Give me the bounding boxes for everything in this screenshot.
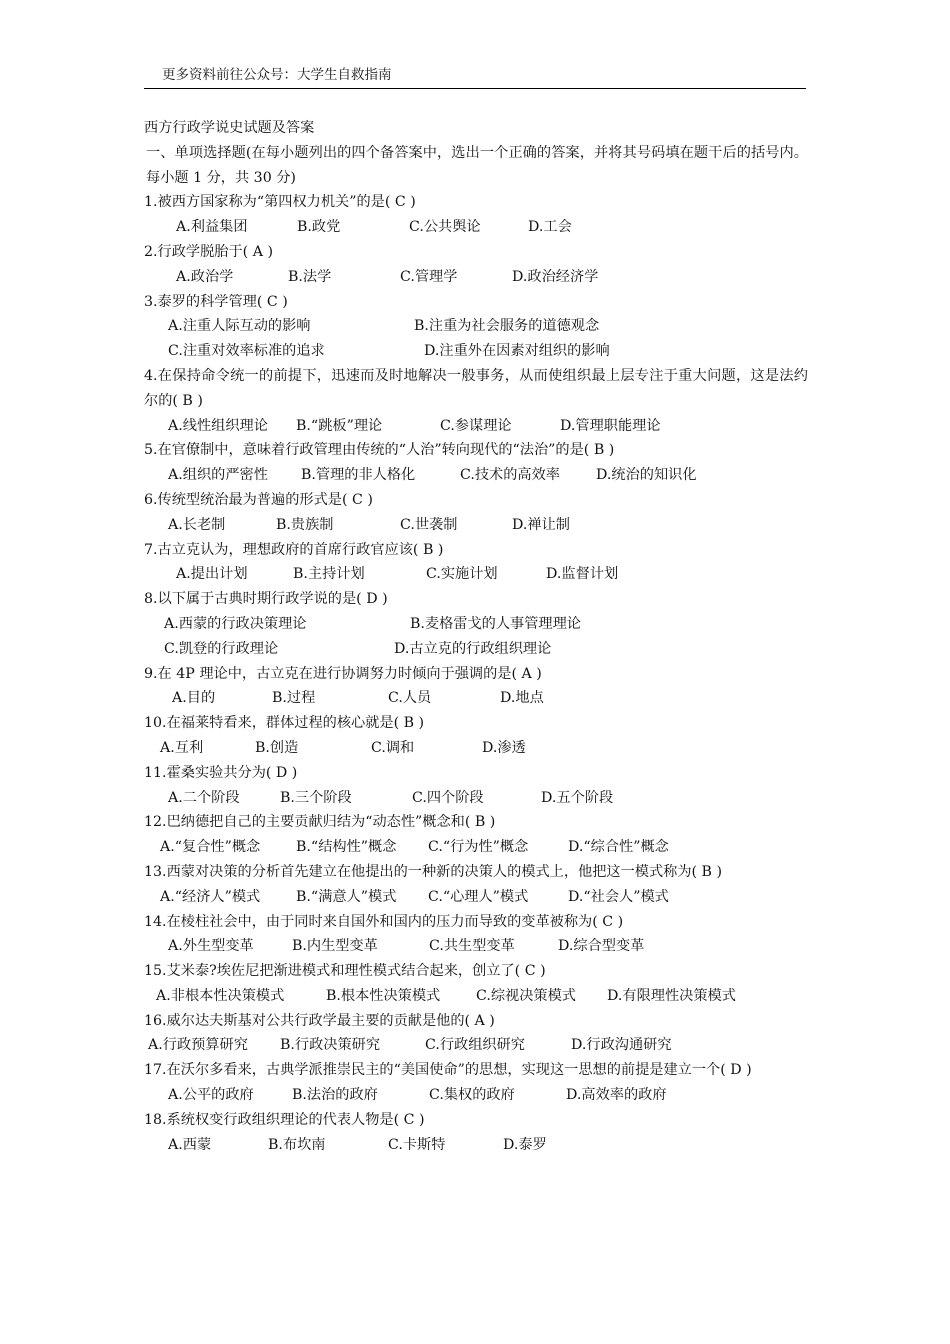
question-stem: 8.以下属于古典时期行政学说的是( D ) [144, 591, 388, 608]
option: D.泰罗 [503, 1136, 547, 1153]
question-options [144, 463, 808, 488]
option: B.“跳板”理论 [296, 417, 383, 434]
option: C.行政组织研究 [425, 1037, 525, 1054]
option: D.行政沟通研究 [571, 1037, 672, 1054]
option: C.公共舆论 [409, 219, 481, 236]
option: A.公平的政府 [168, 1087, 254, 1104]
option: C.调和 [371, 739, 415, 756]
question-stem: 9.在 4P 理论中，古立克在进行协调努力时倾向于强调的是( A ) [144, 665, 542, 682]
option: A.提出计划 [176, 566, 248, 583]
option: A.目的 [172, 690, 216, 707]
question-options [144, 513, 808, 538]
page-header: 更多资料前往公众号：大学生自救指南 [162, 67, 392, 83]
option: C.管理学 [400, 268, 458, 285]
option: B.“满意人”模式 [296, 888, 397, 905]
option: D.“社会人”模式 [568, 888, 669, 905]
option: B.布坎南 [268, 1136, 326, 1153]
option: B.创造 [255, 739, 299, 756]
question-stem: 4.在保持命令统一的前提下，迅速而及时地解决一般事务，从而使组织最上层专注于重大问题，这是法约尔的( B ) [144, 367, 808, 409]
question-stem: 1.被西方国家称为“第四权力机关”的是( C ) [144, 194, 416, 211]
option: B.法学 [288, 268, 332, 285]
option: C.世袭制 [400, 516, 458, 533]
option: B.法治的政府 [292, 1087, 378, 1104]
option: D.“综合性”概念 [568, 839, 669, 856]
option: D.五个阶段 [541, 789, 614, 806]
option: C.四个阶段 [412, 789, 484, 806]
option: B.贵族制 [276, 516, 334, 533]
option: D.古立克的行政组织理论 [394, 640, 552, 657]
option: D.渗透 [482, 739, 526, 756]
option: B.政党 [297, 219, 341, 236]
option: C.综视决策模式 [476, 987, 576, 1004]
question-options [144, 885, 808, 910]
question-options [144, 215, 808, 240]
option: A.组织的严密性 [168, 467, 268, 484]
option: C.“行为性”概念 [428, 839, 529, 856]
option: A.“经济人”模式 [160, 888, 261, 905]
option: B.根本性决策模式 [326, 987, 441, 1004]
option: B.注重为社会服务的道德观念 [414, 318, 600, 335]
option: A.西蒙 [168, 1136, 212, 1153]
option: C.人员 [388, 690, 432, 707]
question-stem: 5.在官僚制中，意味着行政管理由传统的“人治”转向现代的“法治”的是( B ) [144, 442, 615, 459]
option: D.统治的知识化 [596, 467, 697, 484]
option: C.集权的政府 [429, 1087, 515, 1104]
option: B.三个阶段 [280, 789, 352, 806]
option: D.高效率的政府 [566, 1087, 667, 1104]
option: D.管理职能理论 [560, 417, 661, 434]
option: D.政治经济学 [512, 268, 599, 285]
option: B.麦格雷戈的人事管理理论 [410, 615, 581, 632]
option: C.凯登的行政理论 [164, 640, 279, 657]
option: A.线性组织理论 [168, 417, 268, 434]
option: C.注重对效率标准的追求 [168, 343, 325, 360]
option: B.主持计划 [293, 566, 365, 583]
option: C.实施计划 [426, 566, 498, 583]
option: D.有限理性决策模式 [607, 987, 736, 1004]
question-stem: 15.艾米泰?埃佐尼把渐进模式和理性模式结合起来，创立了( C ) [144, 963, 546, 980]
question-stem: 13.西蒙对决策的分析首先建立在他提出的一种新的决策人的模式上，他把这一模式称为( B ) [144, 863, 723, 880]
question-stem: 14.在棱柱社会中，由于同时来自国外和国内的压力而导致的变革被称为( C ) [144, 913, 624, 930]
option: B.过程 [272, 690, 316, 707]
question-stem: 3.泰罗的科学管理( C ) [144, 293, 288, 310]
option: A.非根本性决策模式 [156, 987, 285, 1004]
question-stem: 16.威尔达夫斯基对公共行政学最主要的贡献是他的( A ) [144, 1012, 495, 1029]
question-options [144, 736, 808, 761]
question-options [144, 612, 808, 637]
option: D.注重外在因素对组织的影响 [424, 343, 610, 360]
question-stem: 18.系统权变行政组织理论的代表人物是( C ) [144, 1111, 425, 1128]
option: A.“复合性”概念 [160, 839, 261, 856]
option: D.监督计划 [546, 566, 619, 583]
question-options [144, 1033, 808, 1058]
option: B.内生型变革 [292, 938, 378, 955]
question-options [144, 835, 808, 860]
option: C.共生型变革 [429, 938, 515, 955]
document-body [144, 116, 808, 1157]
document-title: 西方行政学说史试题及答案 [144, 120, 315, 136]
question-stem: 6.传统型统治最为普遍的形式是( C ) [144, 491, 373, 508]
question-options [144, 414, 808, 439]
option: A.西蒙的行政决策理论 [164, 615, 307, 632]
option: B.管理的非人格化 [301, 467, 416, 484]
option: C.技术的高效率 [460, 467, 560, 484]
option: A.利益集团 [176, 219, 248, 236]
option: C.“心理人”模式 [428, 888, 529, 905]
section-intro: 一、单项选择题(在每小题列出的四个备答案中，选出一个正确的答案，并将其号码填在题干后的括号内。每小题 1 分，共 30 分) [146, 144, 808, 186]
question-stem: 7.古立克认为，理想政府的首席行政官应该( B ) [144, 541, 444, 558]
header-rule [144, 88, 806, 89]
option: A.长老制 [168, 516, 226, 533]
option: C.参谋理论 [440, 417, 512, 434]
question-stem: 2.行政学脱胎于( A ) [144, 243, 273, 260]
question-stem: 10.在福莱特看来，群体过程的核心就是( B ) [144, 715, 425, 732]
option: A.注重人际互动的影响 [168, 318, 311, 335]
question-stem: 12.巴纳德把自己的主要贡献归结为“动态性”概念和( B ) [144, 814, 496, 831]
question-options [144, 562, 808, 587]
question-options [144, 934, 808, 959]
question-stem: 11.霍桑实验共分为( D ) [144, 764, 298, 781]
question-options [144, 1133, 808, 1158]
option: B.行政决策研究 [280, 1037, 381, 1054]
option: D.综合型变革 [558, 938, 645, 955]
question-options [144, 265, 808, 290]
question-options [144, 1083, 808, 1108]
option: D.地点 [500, 690, 544, 707]
option: C.卡斯特 [388, 1136, 446, 1153]
option: A.外生型变革 [168, 938, 254, 955]
option: D.工会 [528, 219, 572, 236]
question-options [144, 339, 808, 364]
option: D.禅让制 [512, 516, 570, 533]
option: A.二个阶段 [168, 789, 240, 806]
question-stem: 17.在沃尔多看来，古典学派推崇民主的“美国使命”的思想，实现这一思想的前提是建立一个( D ) [144, 1062, 752, 1079]
question-options [144, 984, 808, 1009]
option: A.行政预算研究 [148, 1037, 248, 1054]
question-options [144, 314, 808, 339]
option: A.互利 [160, 739, 204, 756]
option: A.政治学 [176, 268, 234, 285]
question-options [144, 686, 808, 711]
question-options [144, 786, 808, 811]
question-options [144, 637, 808, 662]
option: B.“结构性”概念 [296, 839, 397, 856]
